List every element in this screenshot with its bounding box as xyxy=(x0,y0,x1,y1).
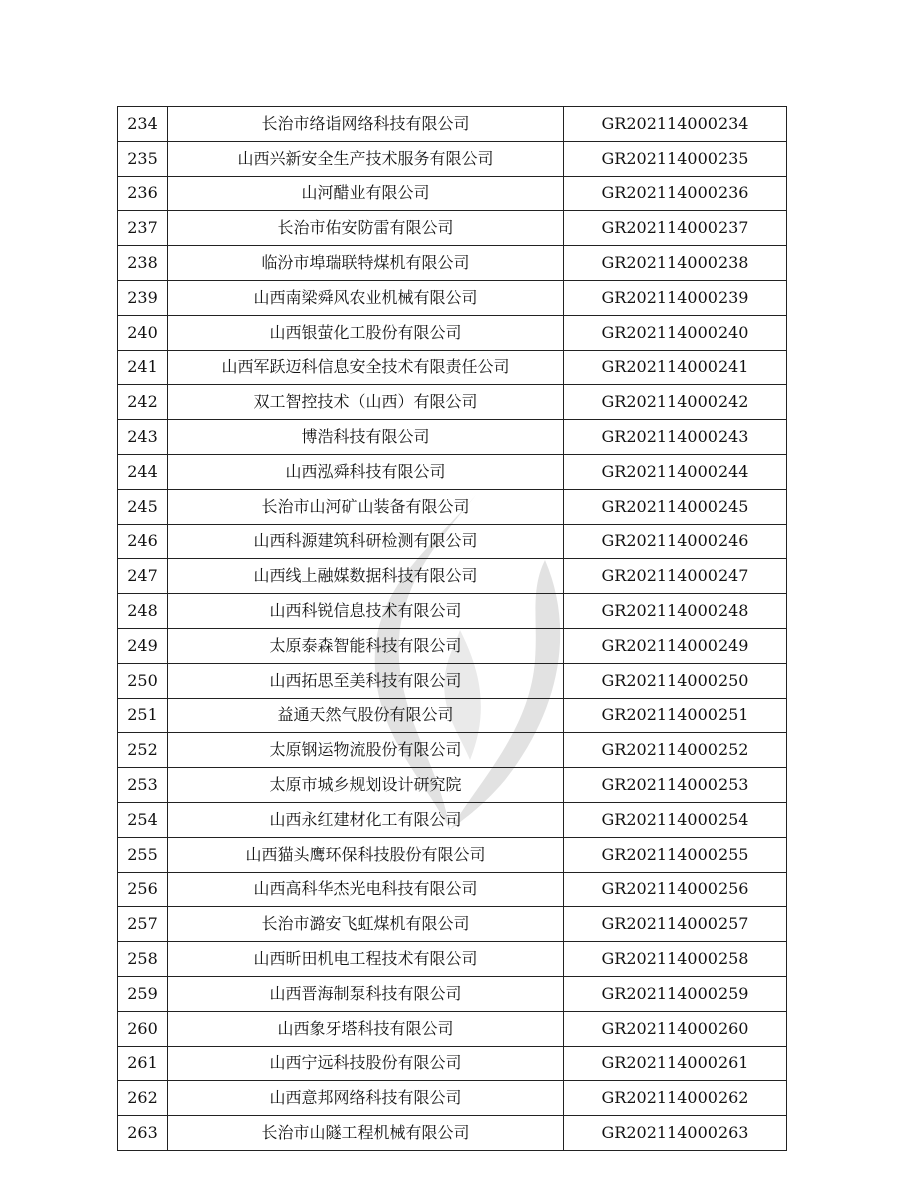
certificate-code: GR202114000249 xyxy=(564,628,787,663)
company-name: 山西拓思至美科技有限公司 xyxy=(168,663,564,698)
company-name: 长治市山隧工程机械有限公司 xyxy=(168,1116,564,1151)
company-name: 长治市络诣网络科技有限公司 xyxy=(168,107,564,142)
company-name: 长治市山河矿山装备有限公司 xyxy=(168,489,564,524)
row-number: 236 xyxy=(118,176,168,211)
company-name: 山西银萤化工股份有限公司 xyxy=(168,315,564,350)
certificate-code: GR202114000260 xyxy=(564,1011,787,1046)
certificate-code: GR202114000234 xyxy=(564,107,787,142)
table-row xyxy=(118,107,787,142)
company-name: 山西兴新安全生产技术服务有限公司 xyxy=(168,141,564,176)
row-number: 240 xyxy=(118,315,168,350)
table-row xyxy=(118,733,787,768)
row-number: 262 xyxy=(118,1081,168,1116)
company-name: 太原市城乡规划设计研究院 xyxy=(168,768,564,803)
company-name: 山西昕田机电工程技术有限公司 xyxy=(168,942,564,977)
row-number: 248 xyxy=(118,594,168,629)
row-number: 260 xyxy=(118,1011,168,1046)
row-number: 261 xyxy=(118,1046,168,1081)
company-name: 山西晋海制泵科技有限公司 xyxy=(168,976,564,1011)
company-name: 长治市佑安防雷有限公司 xyxy=(168,211,564,246)
certificate-code: GR202114000259 xyxy=(564,976,787,1011)
certificate-code: GR202114000237 xyxy=(564,211,787,246)
table-row xyxy=(118,907,787,942)
table-row xyxy=(118,802,787,837)
table-row xyxy=(118,176,787,211)
table-row xyxy=(118,454,787,489)
table-row xyxy=(118,489,787,524)
table-row xyxy=(118,246,787,281)
table-row xyxy=(118,628,787,663)
certificate-table xyxy=(117,106,787,1151)
row-number: 245 xyxy=(118,489,168,524)
row-number: 250 xyxy=(118,663,168,698)
certificate-code: GR202114000236 xyxy=(564,176,787,211)
table-row xyxy=(118,1081,787,1116)
table-row xyxy=(118,1046,787,1081)
row-number: 249 xyxy=(118,628,168,663)
table-row xyxy=(118,768,787,803)
certificate-code: GR202114000257 xyxy=(564,907,787,942)
table-body xyxy=(118,107,787,1151)
certificate-code: GR202114000255 xyxy=(564,837,787,872)
certificate-code: GR202114000261 xyxy=(564,1046,787,1081)
row-number: 247 xyxy=(118,559,168,594)
table-row xyxy=(118,559,787,594)
certificate-code: GR202114000241 xyxy=(564,350,787,385)
row-number: 254 xyxy=(118,802,168,837)
company-name: 山西象牙塔科技有限公司 xyxy=(168,1011,564,1046)
certificate-code: GR202114000254 xyxy=(564,802,787,837)
company-name: 博浩科技有限公司 xyxy=(168,420,564,455)
company-name: 长治市潞安飞虹煤机有限公司 xyxy=(168,907,564,942)
company-name: 益通天然气股份有限公司 xyxy=(168,698,564,733)
table-row xyxy=(118,976,787,1011)
row-number: 263 xyxy=(118,1116,168,1151)
certificate-code: GR202114000240 xyxy=(564,315,787,350)
table-row xyxy=(118,211,787,246)
row-number: 238 xyxy=(118,246,168,281)
table-row xyxy=(118,942,787,977)
company-name: 太原钢运物流股份有限公司 xyxy=(168,733,564,768)
table-row xyxy=(118,594,787,629)
company-name: 山西意邦网络科技有限公司 xyxy=(168,1081,564,1116)
certificate-code: GR202114000246 xyxy=(564,524,787,559)
certificate-code: GR202114000238 xyxy=(564,246,787,281)
row-number: 234 xyxy=(118,107,168,142)
table-row xyxy=(118,420,787,455)
row-number: 244 xyxy=(118,454,168,489)
company-name: 山西宁远科技股份有限公司 xyxy=(168,1046,564,1081)
certificate-code: GR202114000239 xyxy=(564,280,787,315)
certificate-code: GR202114000252 xyxy=(564,733,787,768)
company-name: 山西科锐信息技术有限公司 xyxy=(168,594,564,629)
company-name: 山河醋业有限公司 xyxy=(168,176,564,211)
certificate-code: GR202114000245 xyxy=(564,489,787,524)
table-row xyxy=(118,837,787,872)
certificate-code: GR202114000256 xyxy=(564,872,787,907)
row-number: 237 xyxy=(118,211,168,246)
company-name: 太原泰森智能科技有限公司 xyxy=(168,628,564,663)
company-name: 山西泓舜科技有限公司 xyxy=(168,454,564,489)
table-row xyxy=(118,663,787,698)
company-name: 山西南梁舜风农业机械有限公司 xyxy=(168,280,564,315)
table-row xyxy=(118,385,787,420)
table-row xyxy=(118,350,787,385)
certificate-code: GR202114000258 xyxy=(564,942,787,977)
row-number: 242 xyxy=(118,385,168,420)
row-number: 235 xyxy=(118,141,168,176)
row-number: 259 xyxy=(118,976,168,1011)
row-number: 257 xyxy=(118,907,168,942)
table-row xyxy=(118,872,787,907)
certificate-code: GR202114000247 xyxy=(564,559,787,594)
table-row xyxy=(118,524,787,559)
table-row xyxy=(118,1116,787,1151)
row-number: 256 xyxy=(118,872,168,907)
row-number: 251 xyxy=(118,698,168,733)
certificate-code: GR202114000243 xyxy=(564,420,787,455)
row-number: 258 xyxy=(118,942,168,977)
company-name: 山西科源建筑科研检测有限公司 xyxy=(168,524,564,559)
row-number: 253 xyxy=(118,768,168,803)
row-number: 255 xyxy=(118,837,168,872)
company-name: 山西军跃迈科信息安全技术有限责任公司 xyxy=(168,350,564,385)
certificate-code: GR202114000250 xyxy=(564,663,787,698)
certificate-code: GR202114000253 xyxy=(564,768,787,803)
certificate-code: GR202114000235 xyxy=(564,141,787,176)
certificate-code: GR202114000251 xyxy=(564,698,787,733)
table-row xyxy=(118,280,787,315)
certificate-code: GR202114000244 xyxy=(564,454,787,489)
table-row xyxy=(118,315,787,350)
company-name: 山西线上融媒数据科技有限公司 xyxy=(168,559,564,594)
certificate-code: GR202114000242 xyxy=(564,385,787,420)
row-number: 239 xyxy=(118,280,168,315)
company-name: 临汾市埠瑞联特煤机有限公司 xyxy=(168,246,564,281)
certificate-code: GR202114000262 xyxy=(564,1081,787,1116)
row-number: 241 xyxy=(118,350,168,385)
row-number: 246 xyxy=(118,524,168,559)
row-number: 252 xyxy=(118,733,168,768)
certificate-code: GR202114000263 xyxy=(564,1116,787,1151)
certificate-code: GR202114000248 xyxy=(564,594,787,629)
company-name: 双工智控技术（山西）有限公司 xyxy=(168,385,564,420)
table-row xyxy=(118,141,787,176)
company-name: 山西猫头鹰环保科技股份有限公司 xyxy=(168,837,564,872)
table-row xyxy=(118,1011,787,1046)
row-number: 243 xyxy=(118,420,168,455)
company-name: 山西高科华杰光电科技有限公司 xyxy=(168,872,564,907)
company-name: 山西永红建材化工有限公司 xyxy=(168,802,564,837)
table-row xyxy=(118,698,787,733)
